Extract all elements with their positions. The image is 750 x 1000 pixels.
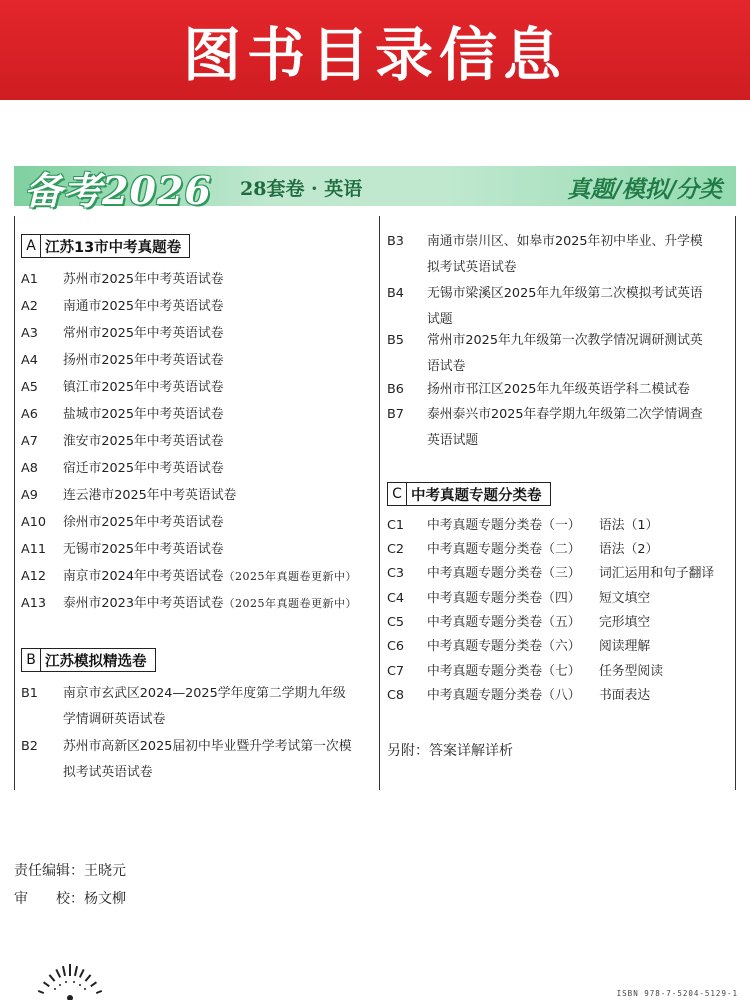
table-of-contents	[14, 216, 736, 790]
section-letter: B	[21, 648, 41, 672]
entry-title-line-2: 学情调研英语试卷	[63, 712, 166, 727]
entry-title: 常州市2025年中考英语试卷	[63, 326, 224, 341]
section-title: 中考真题专题分类卷	[411, 487, 542, 504]
column-divider	[379, 216, 380, 790]
series-subtitle: 28套卷 · 英语	[240, 178, 363, 200]
entry-title: 中考真题专题分类卷（七）	[427, 664, 581, 679]
entry-title-main: 泰州市2023年中考英语试卷	[63, 596, 224, 611]
entry-title: 扬州市邗江区2025年九年级英语学科二模试卷	[427, 382, 690, 397]
entry-code: C8	[387, 688, 405, 703]
entry-code: B7	[387, 407, 404, 422]
proofreader-credit: 审 校：杨文柳	[14, 891, 126, 907]
entry-code: A3	[21, 326, 38, 341]
entry-code: B2	[21, 739, 38, 754]
entry-title-line-2: 英语试题	[427, 433, 479, 448]
entry-title-line-1: 泰州泰兴市2025年春学期九年级第二次学情调查	[427, 407, 703, 422]
entry-code: C4	[387, 591, 405, 606]
entry-title-line-1: 苏州市高新区2025届初中毕业暨升学考试第一次模	[63, 739, 352, 754]
entry-code: A12	[21, 569, 47, 584]
entry-title: 扬州市2025年中考英语试卷	[63, 353, 224, 368]
entry-title: 中考真题专题分类卷（六）	[427, 639, 581, 654]
entry-title: 淮安市2025年中考英语试卷	[63, 434, 224, 449]
entry-title: 盐城市2025年中考英语试卷	[63, 407, 224, 422]
entry-code: A11	[21, 542, 47, 557]
entry-title: 中考真题专题分类卷（八）	[427, 688, 581, 703]
entry-topic: 完形填空	[599, 615, 651, 630]
entry-topic: 词汇运用和句子翻译	[599, 566, 715, 581]
entry-title: 镇江市2025年中考英语试卷	[63, 380, 224, 395]
entry-title: 中考真题专题分类卷（一）	[427, 518, 581, 533]
section-b-header	[21, 648, 156, 672]
entry-code: B1	[21, 686, 38, 701]
entry-title-main: 南京市2024年中考英语试卷	[63, 569, 224, 584]
entry-code: C1	[387, 518, 405, 533]
entry-code: B6	[387, 382, 404, 397]
entry-code: A6	[21, 407, 38, 422]
entry-topic: 任务型阅读	[599, 664, 663, 679]
entry-code: B4	[387, 286, 404, 301]
entry-code: A1	[21, 272, 38, 287]
section-c-header	[387, 482, 551, 506]
publisher-logo-icon	[30, 962, 110, 1000]
series-brand: 备考2026	[24, 168, 212, 213]
entry-title: 宿迁市2025年中考英语试卷	[63, 461, 224, 476]
entry-topic: 阅读理解	[599, 639, 651, 654]
entry-code: A13	[21, 596, 47, 611]
header-banner	[0, 0, 750, 100]
section-letter: A	[21, 234, 41, 258]
entry-code: C6	[387, 639, 405, 654]
entry-topic: 语法（2）	[599, 542, 659, 557]
section-title: 江苏13市中考真题卷	[45, 239, 182, 256]
isbn-text: ISBN 978-7-5204-5129-1	[616, 989, 738, 998]
entry-title: 徐州市2025年中考英语试卷	[63, 515, 224, 530]
entry-title: 中考真题专题分类卷（五）	[427, 615, 581, 630]
entry-code: A7	[21, 434, 38, 449]
appendix-note: 另附：答案详解详析	[387, 743, 513, 759]
entry-title: 中考真题专题分类卷（二）	[427, 542, 581, 557]
entry-topic: 书面表达	[599, 688, 651, 703]
entry-title-line-2: 拟考试英语试卷	[427, 260, 517, 275]
entry-title-line-1: 无锡市梁溪区2025年九年级第二次模拟考试英语	[427, 286, 703, 301]
section-letter: C	[387, 482, 407, 506]
entry-code: A9	[21, 488, 38, 503]
series-tagline: 真题/模拟/分类	[567, 176, 722, 203]
entry-title: 南通市2025年中考英语试卷	[63, 299, 224, 314]
entry-code: B5	[387, 333, 404, 348]
entry-title-line-1: 南京市玄武区2024—2025学年度第二学期九年级	[63, 686, 346, 701]
entry-update-note: （2025年真题卷更新中）	[223, 570, 358, 583]
entry-title-line-1: 南通市崇川区、如皋市2025年初中毕业、升学模	[427, 234, 703, 249]
series-bar	[14, 166, 736, 213]
entry-topic: 语法（1）	[599, 518, 659, 533]
entry-code: A4	[21, 353, 38, 368]
entry-title-line-2: 语试卷	[427, 359, 466, 374]
entry-title	[63, 565, 357, 589]
entry-update-note: （2025年真题卷更新中）	[223, 597, 358, 610]
entry-title: 中考真题专题分类卷（三）	[427, 566, 581, 581]
section-a-header	[21, 234, 190, 258]
editor-credit: 责任编辑：王晓元	[14, 863, 126, 879]
entry-title: 苏州市2025年中考英语试卷	[63, 272, 224, 287]
section-title: 江苏模拟精选卷	[45, 653, 147, 670]
entry-code: A10	[21, 515, 47, 530]
entry-code: C5	[387, 615, 405, 630]
entry-title: 连云港市2025年中考英语试卷	[63, 488, 237, 503]
entry-code: A5	[21, 380, 38, 395]
entry-code: A8	[21, 461, 38, 476]
entry-title	[63, 592, 357, 616]
entry-code: C7	[387, 664, 405, 679]
entry-title: 中考真题专题分类卷（四）	[427, 591, 581, 606]
entry-code: A2	[21, 299, 38, 314]
entry-title-line-1: 常州市2025年九年级第一次教学情况调研测试英	[427, 333, 703, 348]
entry-code: B3	[387, 234, 404, 249]
entry-topic: 短文填空	[599, 591, 651, 606]
entry-code: C2	[387, 542, 405, 557]
banner-title: 图书目录信息	[182, 21, 567, 89]
entry-title-line-2: 试题	[427, 312, 453, 327]
entry-title: 无锡市2025年中考英语试卷	[63, 542, 224, 557]
entry-code: C3	[387, 566, 405, 581]
entry-title-line-2: 拟考试英语试卷	[63, 765, 153, 780]
